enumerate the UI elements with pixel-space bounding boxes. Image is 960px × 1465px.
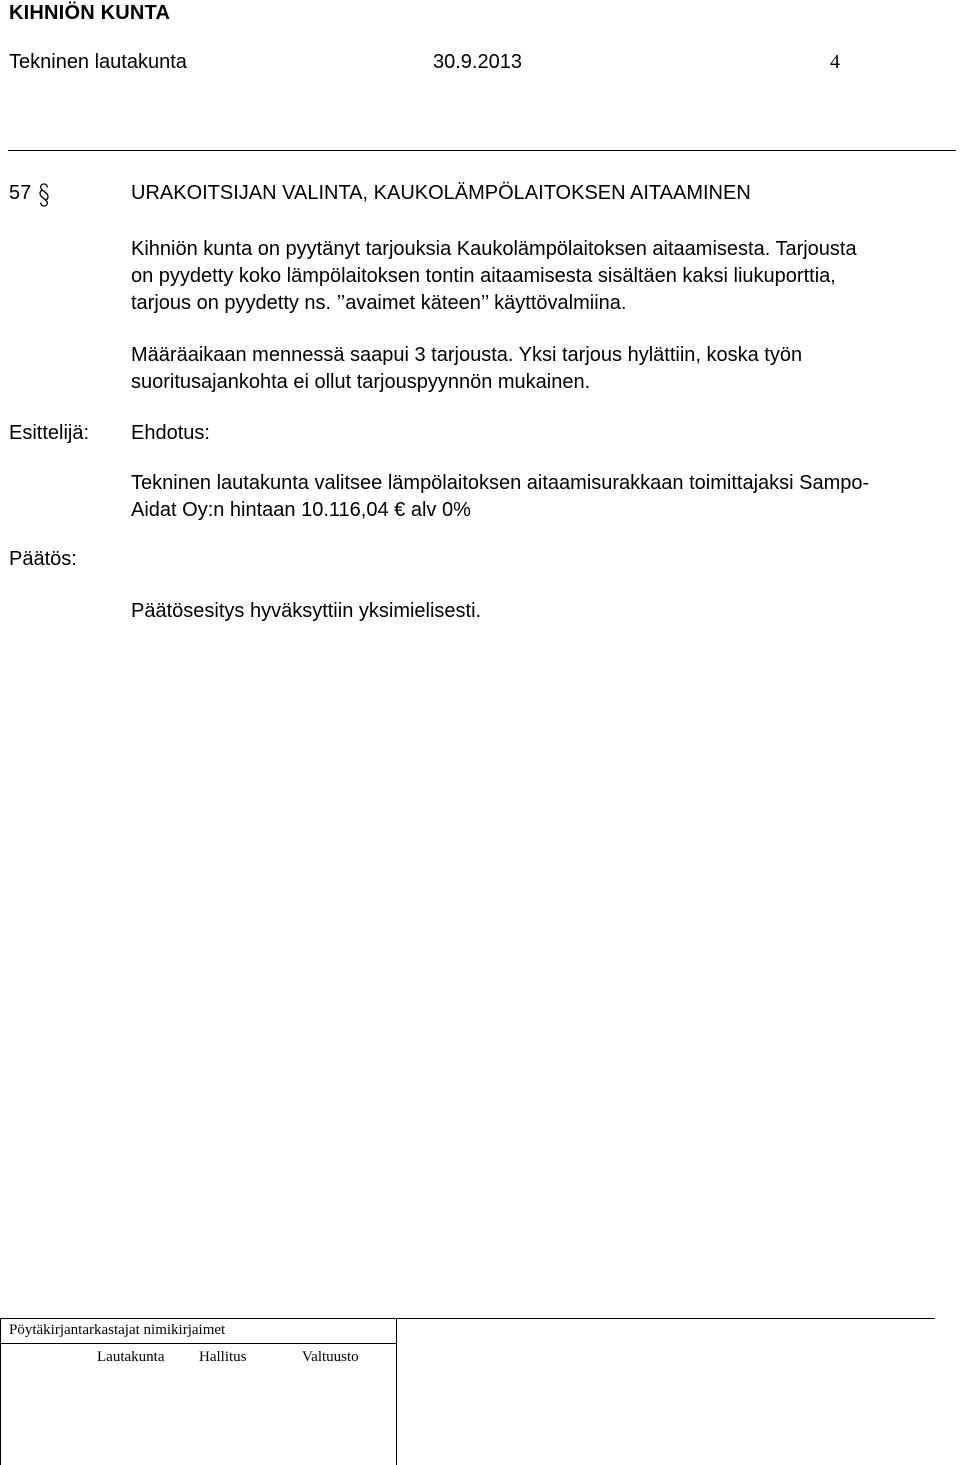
body-paragraph-1: Kihniön kunta on pyytänyt tarjouksia Kaukolämpölaitoksen aitaamisesta. Tarjousta on pyydetty koko lämpölaitoksen tontin aitaamisesta sisältäen kaksi liukuporttia, tarjous on pyydetty ns. ’’avaimet käteen’’ käyttövalmiina. — [131, 238, 857, 314]
decision-text: Päätösesitys hyväksyttiin yksimielisesti. — [131, 600, 482, 622]
proposal-heading: Ehdotus: — [131, 422, 210, 444]
footer-left-line — [0, 1318, 1, 1465]
footer-middle-line — [396, 1318, 397, 1465]
footer-caption-underline — [0, 1343, 396, 1344]
footer-column-lautakunta: Lautakunta — [97, 1349, 165, 1365]
meeting-date: 30.9.2013 — [433, 51, 522, 73]
committee-name: Tekninen lautakunta — [9, 51, 187, 73]
organization-name: KIHNIÖN KUNTA — [9, 2, 171, 24]
section-number: 57 — [9, 182, 32, 204]
section-title: URAKOITSIJAN VALINTA, KAUKOLÄMPÖLAITOKSEN AITAAMINEN — [131, 182, 751, 204]
header-divider — [8, 150, 956, 151]
footer-initials-caption: Pöytäkirjantarkastajat nimikirjaimet — [9, 1322, 226, 1338]
page-number: 4 — [830, 51, 840, 73]
footer-column-valtuusto: Valtuusto — [302, 1349, 359, 1365]
footer-top-line — [0, 1318, 935, 1319]
body-paragraph-2: Määräaikaan mennessä saapui 3 tarjousta. Yksi tarjous hylättiin, koska työn suoritusajankohta ei ollut tarjouspyynnön mukainen. — [131, 344, 803, 393]
section-sign-icon — [37, 182, 51, 208]
footer-column-hallitus: Hallitus — [199, 1349, 247, 1365]
proposal-text: Tekninen lautakunta valitsee lämpölaitoksen aitaamisurakkaan toimittajaksi Sampo- Aidat Oy:n hintaan 10.116,04 € alv 0% — [131, 472, 870, 521]
decision-label: Päätös: — [9, 548, 77, 570]
presenter-label: Esittelijä: — [9, 422, 90, 444]
